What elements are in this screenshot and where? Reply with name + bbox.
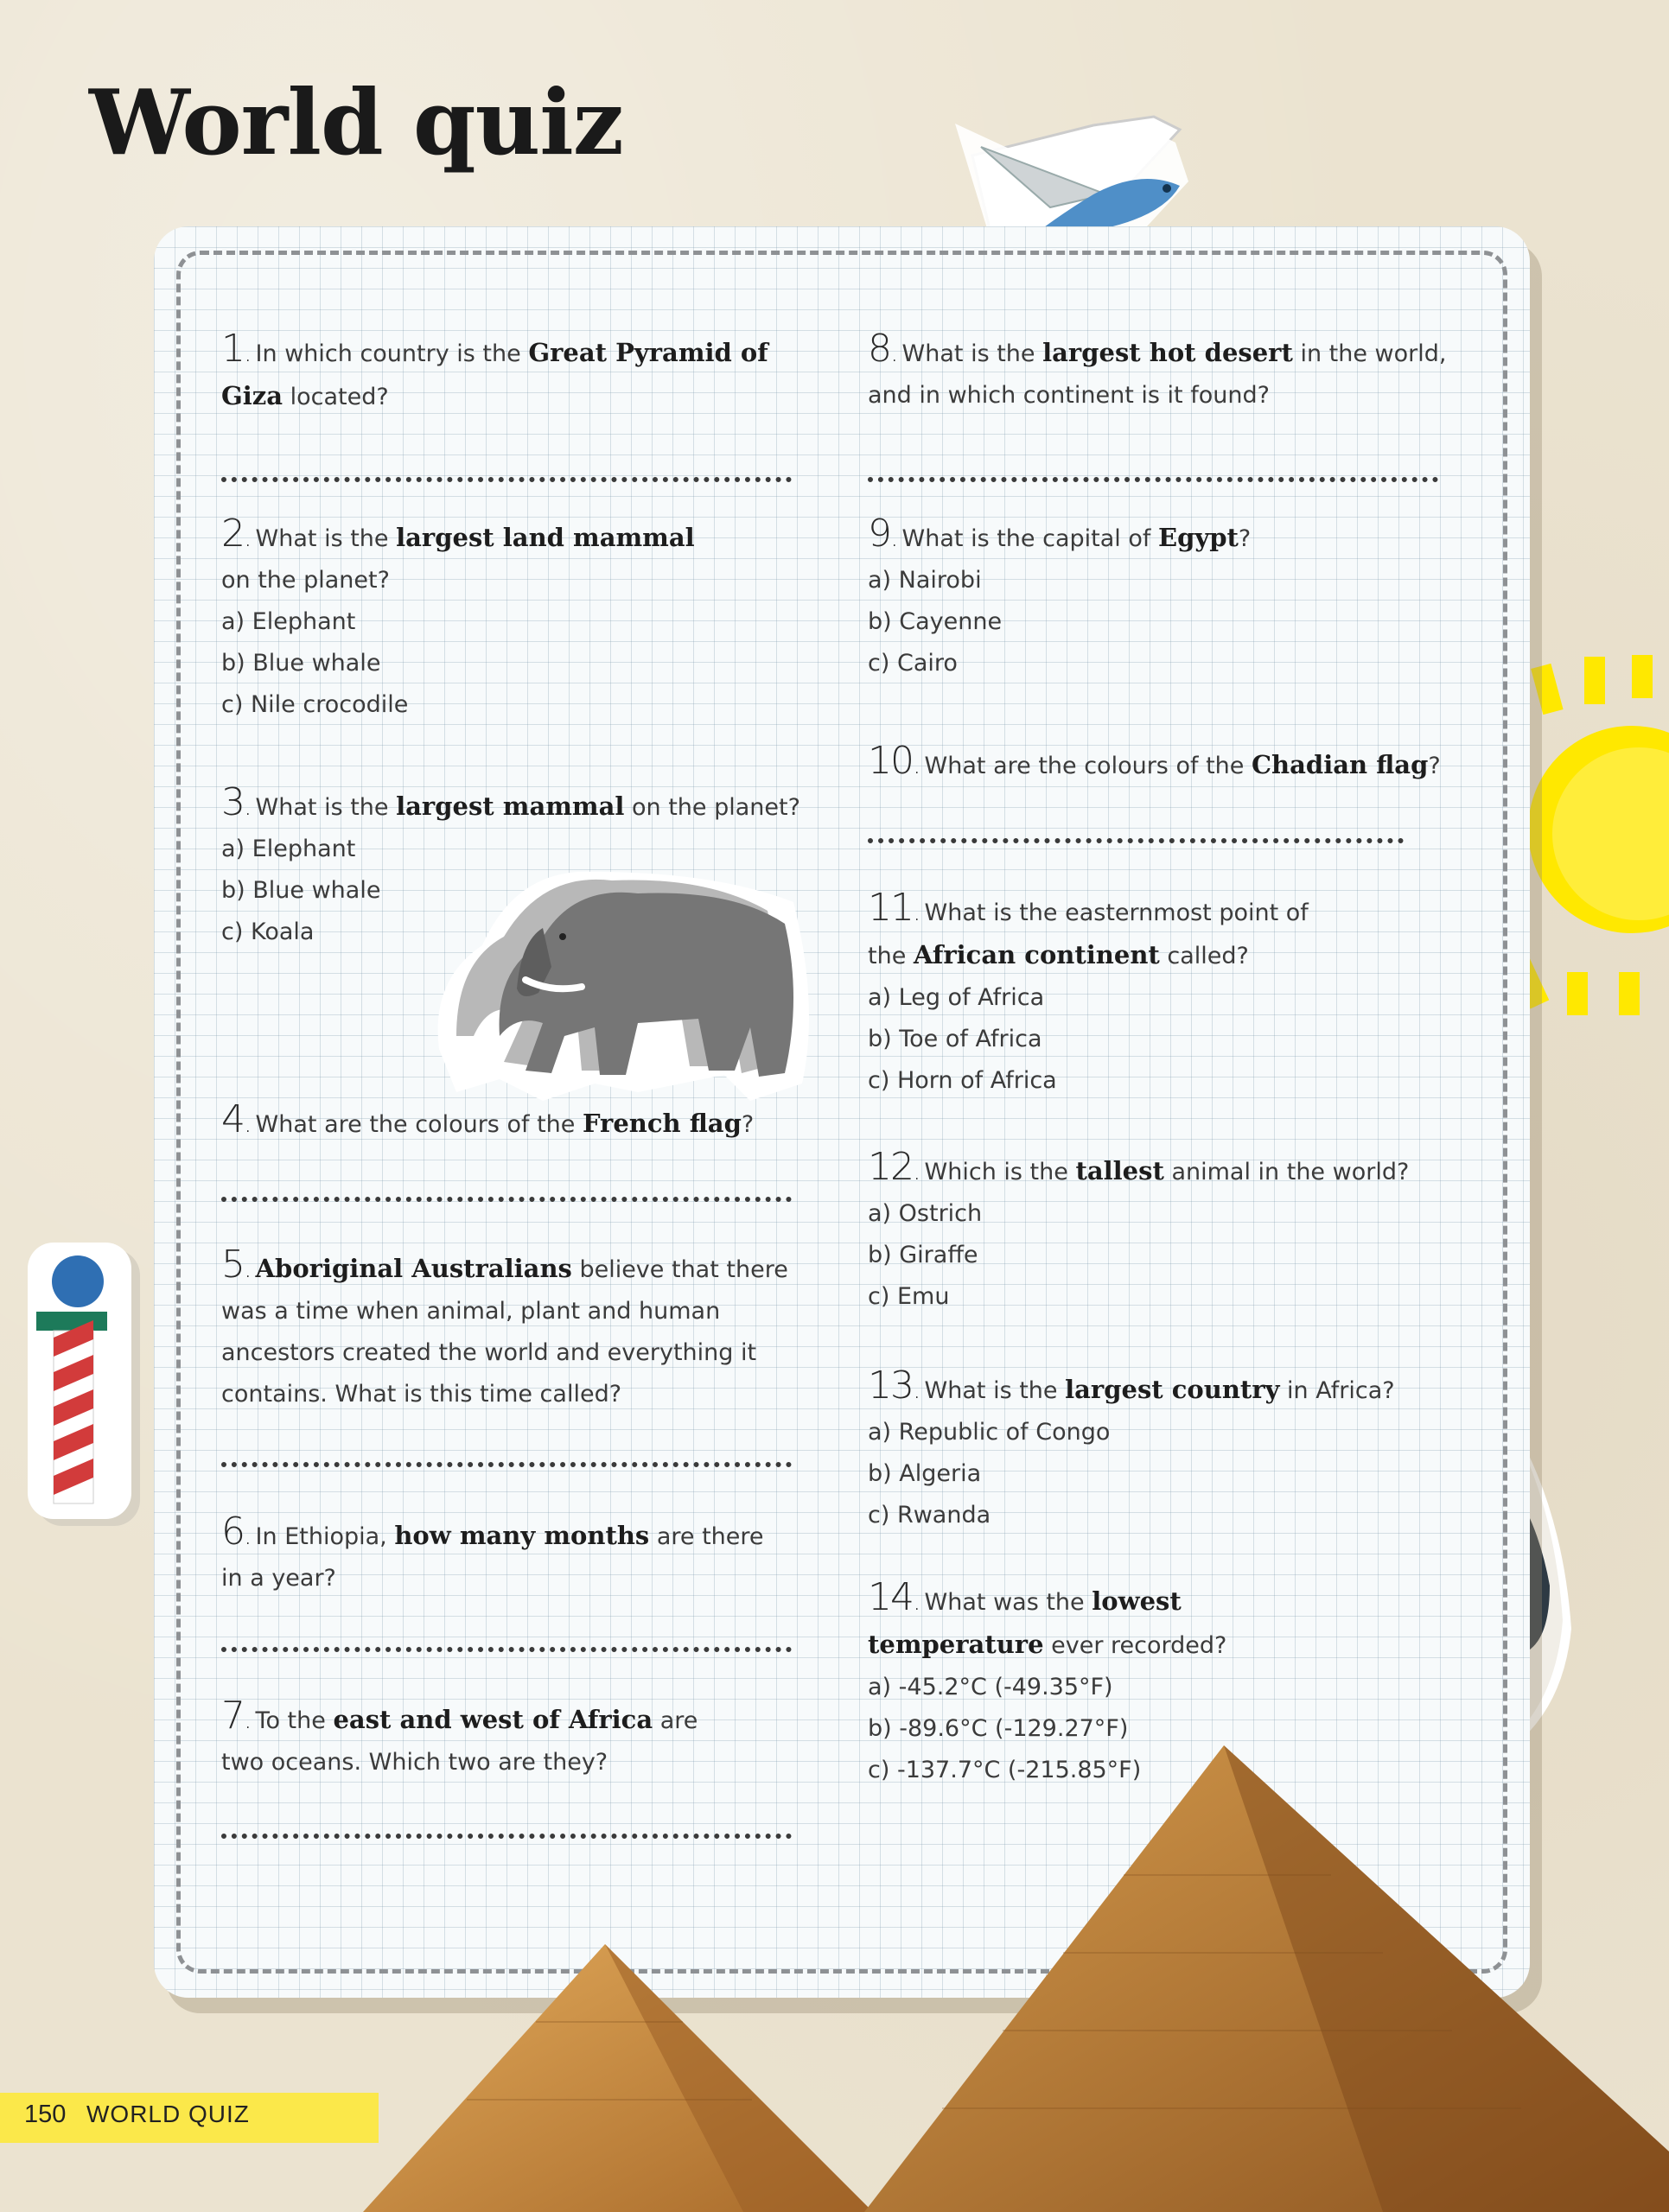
option[interactable]: a) Nairobi [868,567,982,594]
question-8: 8. What is the largest hot desert in the world, and in which continent is it found? [868,327,1447,409]
option[interactable]: c) Cairo [868,650,958,677]
answer-line[interactable] [868,838,1404,843]
option[interactable]: a) Ostrich [868,1200,983,1227]
answer-line[interactable] [221,1647,792,1652]
question-9: 9. What is the capital of Egypt? a) Nairobi b) Cayenne c) Cairo [868,513,1464,684]
question-2: 2. What is the largest land mammal on the planet? a) Elephant b) Blue whale c) Nile crocodile [221,513,705,726]
question-13: 13. What is the largest country in Africa? a) Republic of Congo b) Algeria c) Rwanda [868,1365,1464,1536]
question-12: 12. Which is the tallest animal in the world? a) Ostrich b) Giraffe c) Emu [868,1147,1464,1318]
section-label: WORLD QUIZ [86,2101,250,2127]
answer-line[interactable] [221,477,792,482]
option[interactable]: a) Elephant [221,836,356,862]
option[interactable]: b) Blue whale [221,650,381,677]
option[interactable]: a) Republic of Congo [868,1419,1111,1446]
answer-line[interactable] [221,1197,792,1202]
option[interactable]: c) Emu [868,1283,950,1310]
page-number: 150 [24,2101,67,2128]
option[interactable]: b) Cayenne [868,608,1003,635]
quiz-card [154,226,1530,1998]
option[interactable]: b) Blue whale [221,877,381,904]
question-7: 7. To the east and west of Africa are two oceans. Which two are they? [221,1694,698,1776]
question-number: 1 [221,327,244,371]
question-3: 3. What is the largest mammal on the planet? a) Elephant b) Blue whale c) Koala [221,782,826,953]
question-5: 5. Aboriginal Australians believe that there was a time when animal, plant and human ancestors created the world and everything it contains. What is this time called? [221,1243,788,1408]
option[interactable]: b) Giraffe [868,1242,978,1268]
question-6: 6. In Ethiopia, how many months are there in a year? [221,1510,764,1592]
option[interactable]: b) Algeria [868,1460,982,1487]
option[interactable]: b) Toe of Africa [868,1026,1042,1052]
option[interactable]: a) -45.2°C (-49.35°F) [868,1674,1113,1700]
question-4: 4. What are the colours of the French flag? [221,1097,755,1141]
option[interactable]: a) Elephant [221,608,356,635]
option[interactable]: b) -89.6°C (-129.27°F) [868,1715,1129,1742]
answer-line[interactable] [221,1462,792,1467]
option[interactable]: c) Rwanda [868,1502,991,1529]
option[interactable]: c) Horn of Africa [868,1067,1057,1094]
question-11: 11. What is the easternmost point of the African continent called? a) Leg of Africa b) Toe of Africa c) Horn of Africa [868,887,1317,1102]
question-10: 10. What are the colours of the Chadian flag? [868,739,1441,783]
option[interactable]: a) Leg of Africa [868,984,1045,1011]
option[interactable]: c) Nile crocodile [221,691,409,718]
page-title: World quiz [89,69,623,175]
pole-icon [24,1243,145,1528]
question-14: 14. What was the lowest temperature ever recorded? a) -45.2°C (-49.35°F) b) -89.6°C (-129.27°F) c) -137.7°C (-215.85°F) [868,1577,1274,1791]
option[interactable]: c) -137.7°C (-215.85°F) [868,1757,1142,1783]
answer-line[interactable] [868,477,1438,482]
option[interactable]: c) Koala [221,918,315,945]
question-1: 1. In which country is the Great Pyramid of Giza located? [221,327,768,410]
